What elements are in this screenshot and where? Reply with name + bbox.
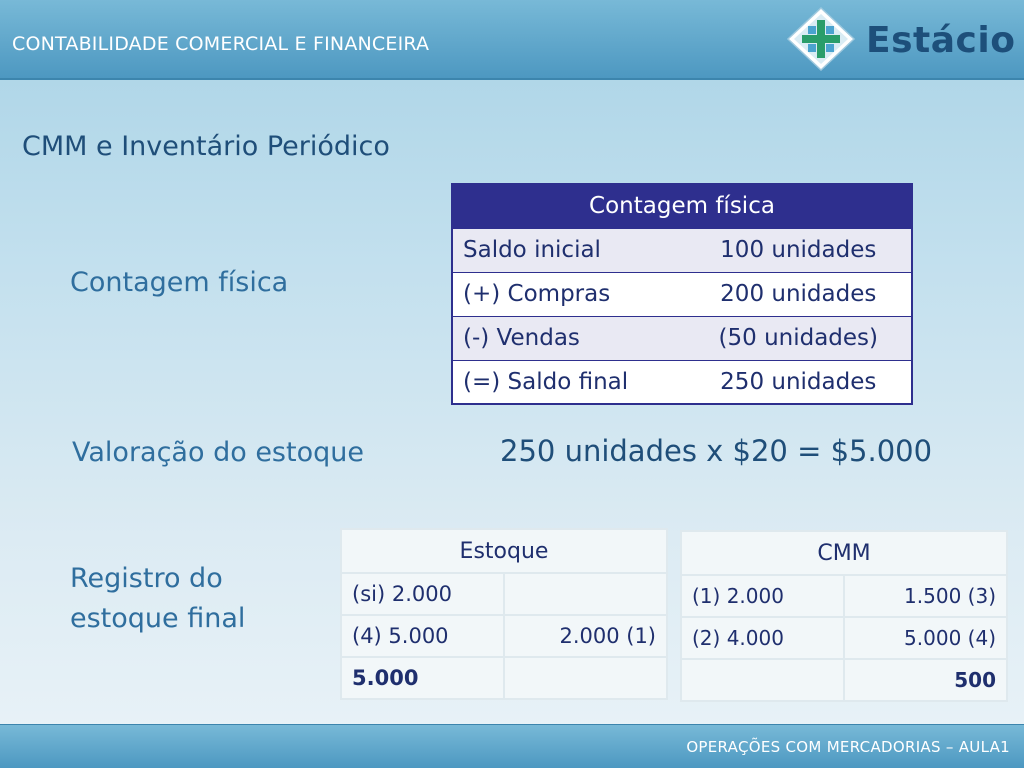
table-row: [681, 617, 1007, 659]
table-row: [341, 615, 667, 657]
label-line: Registro do: [70, 563, 223, 594]
cmm-header: CMM: [681, 531, 1007, 575]
estoque-t-account: [340, 528, 668, 700]
cmm-t-account: [680, 530, 1008, 702]
debit-cell: (4) 5.000: [341, 615, 504, 657]
table-row: [452, 316, 912, 360]
estacio-logo: [786, 6, 1016, 72]
row-quantity: 100 unidades: [686, 228, 912, 272]
credit-balance-cell: 500: [844, 659, 1007, 701]
debit-cell: [681, 659, 844, 701]
debit-cell: (si) 2.000: [341, 573, 504, 615]
label-valoracao-estoque: Valoração do estoque: [72, 437, 364, 468]
debit-cell: (2) 4.000: [681, 617, 844, 659]
label-line: estoque final: [70, 603, 246, 634]
table-row: [341, 657, 667, 699]
credit-cell: 2.000 (1): [504, 615, 667, 657]
credit-cell: [504, 657, 667, 699]
label-registro-estoque-final: [70, 559, 245, 639]
debit-cell: (1) 2.000: [681, 575, 844, 617]
contagem-fisica-table: [451, 183, 913, 405]
table-row: [452, 272, 912, 316]
footer-text: OPERAÇÕES COM MERCADORIAS – AULA1: [686, 738, 1010, 756]
valuation-formula: 250 unidades x $20 = $5.000: [500, 434, 933, 468]
logo-text: Estácio: [866, 20, 1016, 61]
row-quantity: (50 unidades): [686, 316, 912, 360]
table-row: [452, 360, 912, 404]
table-row: [681, 575, 1007, 617]
table-row: [681, 659, 1007, 701]
credit-cell: 1.500 (3): [844, 575, 1007, 617]
credit-cell: [504, 573, 667, 615]
row-label: Saldo inicial: [452, 228, 686, 272]
row-quantity: 250 unidades: [686, 360, 912, 404]
contagem-table-header: Contagem física: [452, 184, 912, 228]
slide-title: CMM e Inventário Periódico: [22, 131, 390, 162]
table-row: [452, 228, 912, 272]
row-quantity: 200 unidades: [686, 272, 912, 316]
course-title: CONTABILIDADE COMERCIAL E FINANCEIRA: [12, 33, 430, 55]
debit-balance-cell: 5.000: [341, 657, 504, 699]
credit-cell: 5.000 (4): [844, 617, 1007, 659]
row-label: (-) Vendas: [452, 316, 686, 360]
row-label: (+) Compras: [452, 272, 686, 316]
logo-mark-icon: [786, 6, 856, 72]
label-contagem-fisica: Contagem física: [70, 267, 289, 298]
table-row: [341, 573, 667, 615]
row-label: (=) Saldo final: [452, 360, 686, 404]
footer-bar: [0, 724, 1024, 768]
estoque-header: Estoque: [341, 529, 667, 573]
header-bar: [0, 0, 1024, 80]
